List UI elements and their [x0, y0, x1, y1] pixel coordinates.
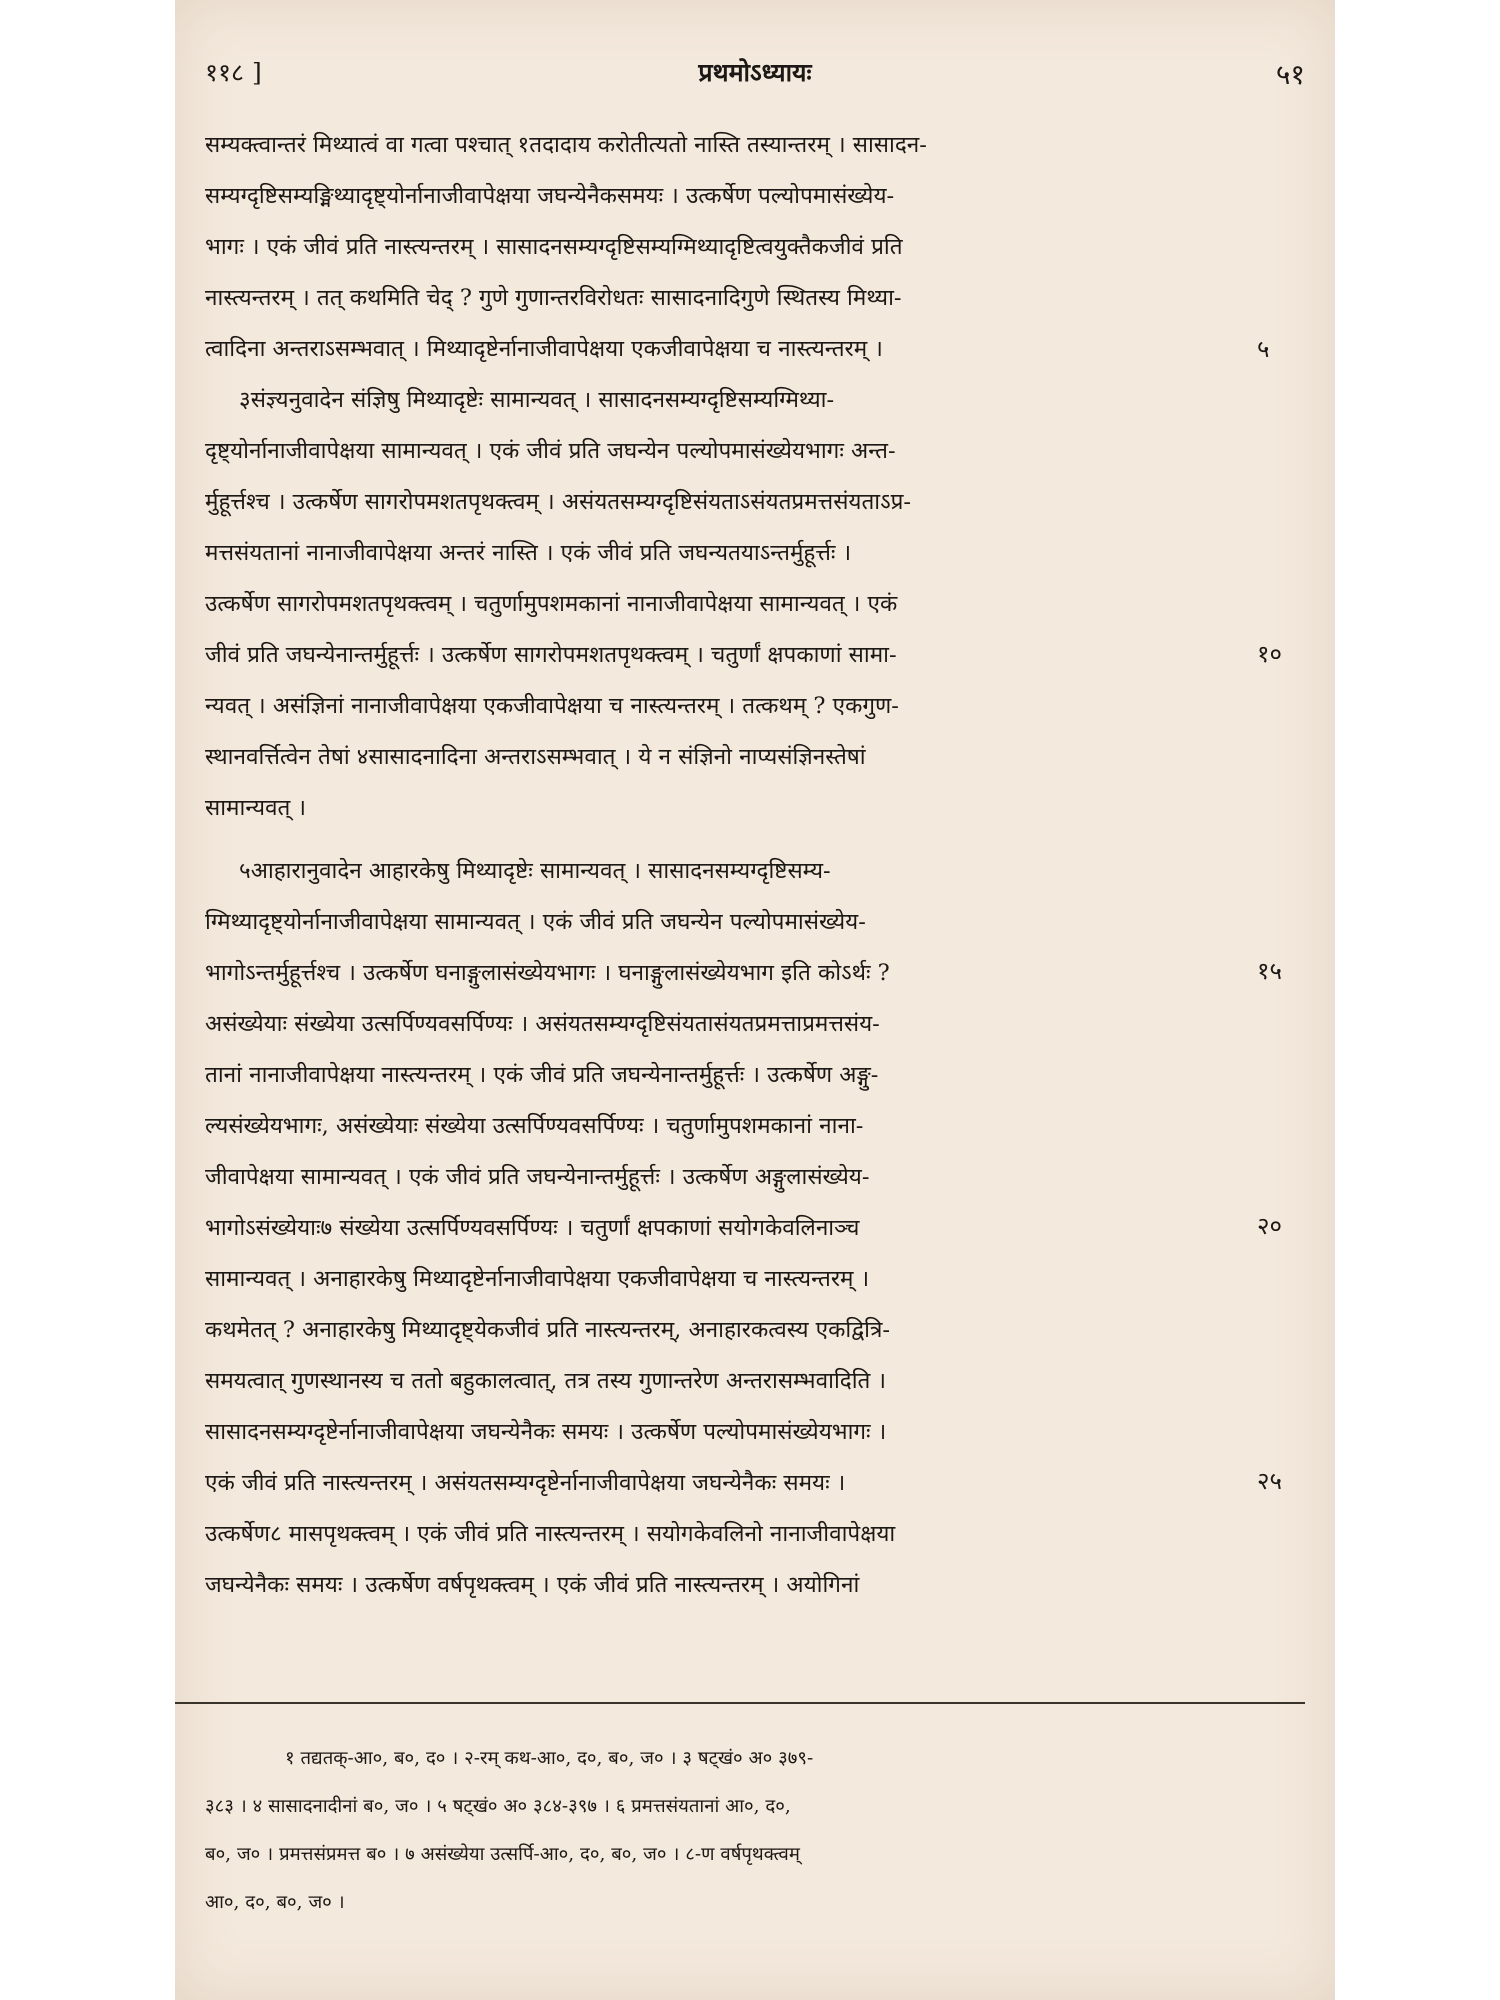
line-number-10: १० — [1257, 640, 1282, 668]
footnotes — [205, 1735, 1295, 1927]
page-header — [205, 55, 1305, 95]
text-line: जघन्येनैकः समयः । उत्कर्षेण वर्षपृथक्त्वम् । एकं जीवं प्रति नास्त्यन्तरम् । अयोगिनां — [205, 1572, 860, 1598]
footnote-line: ब०, ज० । प्रमत्तसंप्रमत्त ब० । ७ असंख्येया उत्सर्पि-आ०, द०, ब०, ज० । ८-ण वर्षपृथक्त्वम् — [205, 1844, 800, 1865]
text-line: ३संज्ञ्यनुवादेन संज्ञिषु मिथ्यादृष्टेः सामान्यवत् । सासादनसम्यग्दृष्टिसम्यग्मिथ्या- — [239, 387, 835, 413]
text-line: समयत्वात् गुणस्थानस्य च ततो बहुकालत्वात्, तत्र तस्य गुणान्तरेण अन्तरासम्भवादिति । — [205, 1368, 887, 1394]
footnote-line: ३८३ । ४ सासादनादीनां ब०, ज० । ५ षट्खं० अ० ३८४-३९७ । ६ प्रमत्तसंयतानां आ०, द०, — [205, 1796, 791, 1817]
text-line: दृष्ट्योर्नानाजीवापेक्षया सामान्यवत् । एकं जीवं प्रति जघन्येन पल्योपमासंख्येयभागः अन्त- — [205, 438, 896, 464]
text-line: उत्कर्षेण८ मासपृथक्त्वम् । एकं जीवं प्रति नास्त्यन्तरम् । सयोगकेवलिनो नानाजीवापेक्षया — [205, 1521, 896, 1547]
text-line: उत्कर्षेण सागरोपमशतपृथक्त्वम् । चतुर्णामुपशमकानां नानाजीवापेक्षया सामान्यवत् । एकं — [205, 591, 898, 617]
line-number-15: १५ — [1257, 957, 1282, 985]
footnote-divider — [175, 1702, 1305, 1704]
text-line: नास्त्यन्तरम् । तत् कथमिति चेद् ? गुणे गुणान्तरविरोधतः सासादनादिगुणे स्थितस्य मिथ्या- — [205, 285, 902, 311]
line-number-25: २५ — [1257, 1467, 1282, 1495]
text-line: कथमेतत् ? अनाहारकेषु मिथ्यादृष्ट्येकजीवं प्रति नास्त्यन्तरम्, अनाहारकत्वस्य एकद्वित्रि- — [205, 1317, 890, 1343]
footnote-line: १ तद्यतक्-आ०, ब०, द० । २-रम् कथ-आ०, द०, ब०, ज० । ३ षट्खं० अ० ३७९- — [285, 1748, 814, 1769]
main-text — [205, 120, 1235, 1611]
page-number-left: ११८ ] — [205, 58, 262, 87]
line-number-20: २० — [1257, 1212, 1282, 1240]
text-line: न्यवत् । असंज्ञिनां नानाजीवापेक्षया एकजीवापेक्षया च नास्त्यन्तरम् । तत्कथम् ? एकगुण- — [205, 693, 899, 719]
text-line: स्थानवर्त्तित्वेन तेषां ४सासादनादिना अन्तराऽसम्भवात् । ये न संज्ञिनो नाप्यसंज्ञिनस्तेषां — [205, 744, 866, 770]
text-line: ल्यसंख्येयभागः, असंख्येयाः संख्येया उत्सर्पिण्यवसर्पिण्यः । चतुर्णामुपशमकानां नाना- — [205, 1113, 864, 1139]
book-page — [175, 0, 1335, 2000]
line-number-5: ५ — [1257, 335, 1270, 363]
chapter-title: प्रथमोऽध्यायः — [698, 58, 812, 87]
page-number-right: ५१ — [1275, 58, 1305, 91]
footnote-line: आ०, द०, ब०, ज० । — [205, 1892, 345, 1913]
text-line: सम्यक्त्वान्तरं मिथ्यात्वं वा गत्वा पश्चात् १तदादाय करोतीत्यतो नास्ति तस्यान्तरम् । सासादन- — [205, 132, 927, 158]
text-line: सामान्यवत् । — [205, 795, 307, 821]
text-line: सासादनसम्यग्दृष्टेर्नानाजीवापेक्षया जघन्येनैकः समयः । उत्कर्षेण पल्योपमासंख्येयभागः । — [205, 1419, 887, 1445]
text-line: असंख्येयाः संख्येया उत्सर्पिण्यवसर्पिण्यः । असंयतसम्यग्दृष्टिसंयतासंयतप्रमत्ताप्रमत्तसंय- — [205, 1011, 880, 1037]
text-line: सम्यग्दृष्टिसम्यङ्मिथ्यादृष्ट्योर्नानाजीवापेक्षया जघन्येनैकसमयः । उत्कर्षेण पल्योपमासंख्येय- — [205, 183, 895, 209]
text-line: तानां नानाजीवापेक्षया नास्त्यन्तरम् । एकं जीवं प्रति जघन्येनान्तर्मुहूर्त्तः । उत्कर्षेण अङ्गु- — [205, 1062, 879, 1088]
text-line: भागोऽन्तर्मुहूर्त्तश्च । उत्कर्षेण घनाङ्गुलासंख्येयभागः । घनाङ्गुलासंख्येयभाग इति कोऽर्थः ? — [205, 960, 890, 986]
text-line: त्वादिना अन्तराऽसम्भवात् । मिथ्यादृष्टेर्नानाजीवापेक्षया एकजीवापेक्षया च नास्त्यन्तरम् । — [205, 336, 883, 362]
text-line: भागोऽसंख्येयाः७ संख्येया उत्सर्पिण्यवसर्पिण्यः । चतुर्णां क्षपकाणां सयोगकेवलिनाञ्च — [205, 1215, 860, 1241]
text-line: मत्तसंयतानां नानाजीवापेक्षया अन्तरं नास्ति । एकं जीवं प्रति जघन्यतयाऽन्तर्मुहूर्त्तः । — [205, 540, 852, 566]
text-line: जीवापेक्षया सामान्यवत् । एकं जीवं प्रति जघन्येनान्तर्मुहूर्त्तः । उत्कर्षेण अङ्गुलासंख्येय- — [205, 1164, 870, 1190]
text-line: जीवं प्रति जघन्येनान्तर्मुहूर्त्तः । उत्कर्षेण सागरोपमशतपृथक्त्वम् । चतुर्णां क्षपकाणां सामा- — [205, 642, 897, 668]
text-line: र्मुहूर्त्तश्च । उत्कर्षेण सागरोपमशतपृथक्त्वम् । असंयतसम्यग्दृष्टिसंयताऽसंयतप्रमत्तसंयताऽप्र- — [205, 489, 912, 515]
text-line: ग्मिथ्यादृष्ट्योर्नानाजीवापेक्षया सामान्यवत् । एकं जीवं प्रति जघन्येन पल्योपमासंख्येय- — [205, 909, 866, 935]
text-line: भागः । एकं जीवं प्रति नास्त्यन्तरम् । सासादनसम्यग्दृष्टिसम्यग्मिथ्यादृष्टित्वयुक्तैकजीवं प्रति — [205, 234, 903, 260]
text-line: एकं जीवं प्रति नास्त्यन्तरम् । असंयतसम्यग्दृष्टेर्नानाजीवापेक्षया जघन्येनैकः समयः । — [205, 1470, 846, 1496]
text-line: सामान्यवत् । अनाहारकेषु मिथ्यादृष्टेर्नानाजीवापेक्षया एकजीवापेक्षया च नास्त्यन्तरम् । — [205, 1266, 870, 1292]
text-line: ५आहारानुवादेन आहारकेषु मिथ्यादृष्टेः सामान्यवत् । सासादनसम्यग्दृष्टिसम्य- — [239, 858, 831, 884]
